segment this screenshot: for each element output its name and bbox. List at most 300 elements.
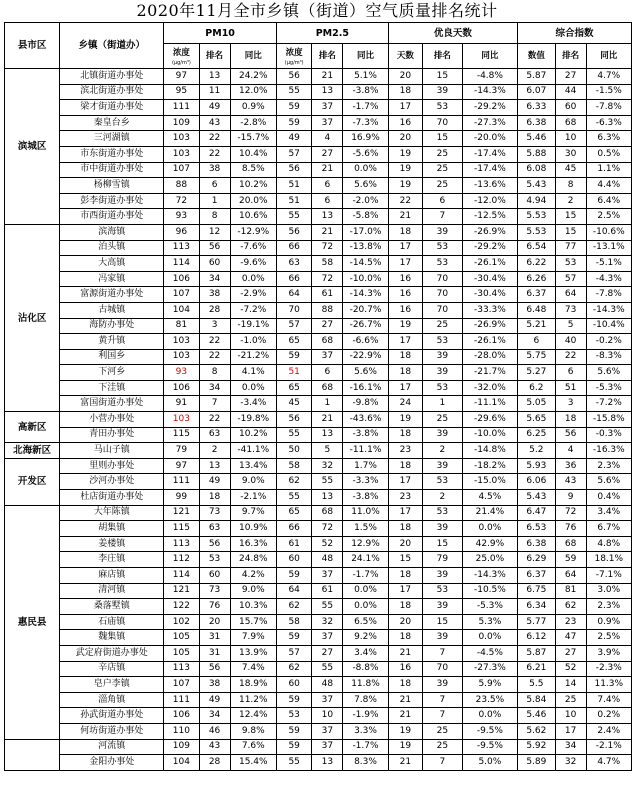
value-cell: 17: [388, 505, 422, 521]
header-pm10-yoy: 同比: [230, 44, 276, 69]
value-cell: 7.6%: [230, 739, 276, 755]
value-cell: 72: [164, 193, 199, 209]
value-cell: -27.3%: [462, 661, 517, 677]
value-cell: 37: [312, 349, 343, 365]
value-cell: 22: [199, 146, 230, 162]
air-quality-table: [4, 22, 632, 771]
value-cell: 5.87: [518, 69, 556, 85]
value-cell: 64: [277, 583, 312, 599]
value-cell: 0.9%: [586, 614, 631, 630]
value-cell: 5.84: [518, 692, 556, 708]
value-cell: 63: [277, 256, 312, 272]
value-cell: 5.53: [518, 209, 556, 225]
value-cell: 6.38: [518, 115, 556, 131]
table-row: [5, 380, 632, 396]
table-row: [5, 349, 632, 365]
value-cell: 49: [199, 692, 230, 708]
value-cell: 66: [277, 271, 312, 287]
value-cell: 7: [422, 209, 462, 225]
value-cell: 10: [555, 131, 586, 147]
value-cell: 59: [277, 100, 312, 116]
value-cell: -10.4%: [586, 318, 631, 334]
value-cell: 48: [312, 677, 343, 693]
value-cell: 97: [164, 458, 199, 474]
value-cell: -2.0%: [343, 193, 388, 209]
value-cell: 65: [277, 334, 312, 350]
table-row: [5, 162, 632, 178]
value-cell: 10.2%: [230, 427, 276, 443]
value-cell: 51: [555, 380, 586, 396]
value-cell: 28: [199, 302, 230, 318]
value-cell: 104: [164, 302, 199, 318]
value-cell: 56: [199, 536, 230, 552]
value-cell: 6.29: [518, 552, 556, 568]
value-cell: 6.07: [518, 84, 556, 100]
value-cell: -2.1%: [586, 739, 631, 755]
value-cell: -28.0%: [462, 349, 517, 365]
table-row: [5, 146, 632, 162]
value-cell: -13.1%: [586, 240, 631, 256]
value-cell: 53: [422, 100, 462, 116]
value-cell: 3: [555, 396, 586, 412]
value-cell: 6.3%: [586, 131, 631, 147]
table-row: [5, 318, 632, 334]
table-row: [5, 412, 632, 428]
value-cell: 16: [388, 115, 422, 131]
value-cell: 27: [312, 645, 343, 661]
value-cell: 57: [277, 318, 312, 334]
value-cell: 70: [422, 302, 462, 318]
value-cell: 34: [555, 739, 586, 755]
value-cell: 24.1%: [343, 552, 388, 568]
value-cell: 91: [164, 396, 199, 412]
value-cell: 53: [422, 474, 462, 490]
value-cell: 3.4%: [343, 645, 388, 661]
table-row: [5, 427, 632, 443]
table-row: [5, 209, 632, 225]
value-cell: 6: [312, 178, 343, 194]
value-cell: -15.0%: [462, 474, 517, 490]
value-cell: 6.25: [518, 427, 556, 443]
table-row: [5, 723, 632, 739]
value-cell: 5.43: [518, 178, 556, 194]
value-cell: 51: [277, 365, 312, 381]
value-cell: 21: [388, 755, 422, 771]
value-cell: -9.8%: [343, 396, 388, 412]
value-cell: 59: [277, 349, 312, 365]
value-cell: 64: [555, 287, 586, 303]
table-row: [5, 365, 632, 381]
value-cell: 121: [164, 583, 199, 599]
value-cell: -5.3%: [586, 380, 631, 396]
value-cell: 19: [388, 178, 422, 194]
value-cell: 39: [422, 568, 462, 584]
value-cell: 21: [388, 708, 422, 724]
value-cell: 57: [555, 271, 586, 287]
value-cell: 39: [422, 630, 462, 646]
value-cell: 8: [199, 209, 230, 225]
town-cell: 北镇街道办事处: [60, 69, 164, 85]
value-cell: 8.5%: [230, 162, 276, 178]
value-cell: 21: [388, 692, 422, 708]
value-cell: -3.8%: [343, 490, 388, 506]
value-cell: 19: [388, 146, 422, 162]
value-cell: -10.6%: [586, 224, 631, 240]
value-cell: 39: [422, 349, 462, 365]
value-cell: -12.5%: [462, 209, 517, 225]
value-cell: 6: [312, 365, 343, 381]
value-cell: 72: [555, 505, 586, 521]
header-pm25: PM2.5: [277, 23, 389, 44]
value-cell: 6.21: [518, 661, 556, 677]
value-cell: 32: [312, 614, 343, 630]
value-cell: 24.8%: [230, 552, 276, 568]
value-cell: 27: [312, 146, 343, 162]
table-row: [5, 115, 632, 131]
table-row: [5, 490, 632, 506]
value-cell: 6.33: [518, 100, 556, 116]
value-cell: 6.38: [518, 536, 556, 552]
value-cell: 22: [199, 349, 230, 365]
value-cell: 4.7%: [586, 755, 631, 771]
value-cell: 17: [388, 334, 422, 350]
value-cell: 15.4%: [230, 755, 276, 771]
value-cell: 7.4%: [230, 661, 276, 677]
value-cell: 64: [555, 568, 586, 584]
value-cell: 104: [164, 755, 199, 771]
value-cell: 14: [555, 677, 586, 693]
value-cell: 0.0%: [230, 380, 276, 396]
value-cell: 18: [388, 599, 422, 615]
value-cell: 25: [422, 318, 462, 334]
value-cell: 22: [555, 349, 586, 365]
value-cell: 6: [199, 178, 230, 194]
value-cell: 50: [277, 443, 312, 459]
table-row: [5, 661, 632, 677]
value-cell: -30.4%: [462, 271, 517, 287]
value-cell: 76: [555, 521, 586, 537]
table-row: [5, 708, 632, 724]
value-cell: 3.3%: [343, 723, 388, 739]
value-cell: 68: [312, 380, 343, 396]
value-cell: 65: [277, 380, 312, 396]
value-cell: -6.6%: [343, 334, 388, 350]
town-cell: 彭李街道办事处: [60, 193, 164, 209]
town-cell: 小营办事处: [60, 412, 164, 428]
header-value: 数值: [518, 44, 556, 69]
value-cell: -9.5%: [462, 739, 517, 755]
value-cell: 9.0%: [230, 583, 276, 599]
town-cell: 马山子镇: [60, 443, 164, 459]
value-cell: 65: [277, 505, 312, 521]
value-cell: -4.5%: [462, 645, 517, 661]
value-cell: 11.3%: [586, 677, 631, 693]
town-cell: 辛店镇: [60, 661, 164, 677]
value-cell: 19: [388, 162, 422, 178]
value-cell: 18: [388, 630, 422, 646]
value-cell: 22: [199, 131, 230, 147]
value-cell: 6.53: [518, 521, 556, 537]
value-cell: 70: [422, 661, 462, 677]
value-cell: 5.6%: [586, 365, 631, 381]
value-cell: 10: [555, 708, 586, 724]
value-cell: 7.9%: [230, 630, 276, 646]
value-cell: 115: [164, 427, 199, 443]
value-cell: 19: [388, 412, 422, 428]
value-cell: -16.3%: [586, 443, 631, 459]
value-cell: 15: [555, 209, 586, 225]
table-row: [5, 739, 632, 755]
town-cell: 滨海镇: [60, 224, 164, 240]
town-cell: 市中街道办事处: [60, 162, 164, 178]
value-cell: -20.7%: [343, 302, 388, 318]
value-cell: 103: [164, 131, 199, 147]
value-cell: 37: [312, 115, 343, 131]
value-cell: 2.3%: [586, 458, 631, 474]
town-cell: 市东街道办事处: [60, 146, 164, 162]
value-cell: -26.1%: [462, 256, 517, 272]
town-cell: 大年陈镇: [60, 505, 164, 521]
value-cell: 6: [518, 334, 556, 350]
value-cell: -8.8%: [343, 661, 388, 677]
county-cell: [5, 739, 60, 770]
value-cell: 10.3%: [230, 599, 276, 615]
table-row: [5, 224, 632, 240]
value-cell: 59: [277, 630, 312, 646]
county-cell: 北海新区: [5, 443, 60, 459]
value-cell: 0.0%: [462, 708, 517, 724]
value-cell: -30.4%: [462, 287, 517, 303]
value-cell: 5.05: [518, 396, 556, 412]
value-cell: 39: [422, 365, 462, 381]
value-cell: 62: [277, 661, 312, 677]
value-cell: 30: [555, 146, 586, 162]
value-cell: -29.2%: [462, 240, 517, 256]
value-cell: -1.9%: [343, 708, 388, 724]
value-cell: 106: [164, 708, 199, 724]
value-cell: 2: [199, 443, 230, 459]
value-cell: 25.0%: [462, 552, 517, 568]
value-cell: 56: [199, 240, 230, 256]
value-cell: 13.4%: [230, 458, 276, 474]
town-cell: 皂户李镇: [60, 677, 164, 693]
value-cell: 68: [555, 536, 586, 552]
value-cell: 6.2: [518, 380, 556, 396]
value-cell: 5.53: [518, 224, 556, 240]
value-cell: 0.0%: [343, 162, 388, 178]
value-cell: 58: [277, 458, 312, 474]
value-cell: 10.6%: [230, 209, 276, 225]
value-cell: -26.1%: [462, 334, 517, 350]
header-composite: 综合指数: [518, 23, 632, 44]
value-cell: -7.2%: [586, 396, 631, 412]
value-cell: 107: [164, 287, 199, 303]
value-cell: 21.4%: [462, 505, 517, 521]
value-cell: 38: [199, 287, 230, 303]
value-cell: 115: [164, 521, 199, 537]
value-cell: 6: [312, 193, 343, 209]
value-cell: 113: [164, 240, 199, 256]
value-cell: 58: [277, 614, 312, 630]
town-cell: 武定府街道办事处: [60, 645, 164, 661]
value-cell: -1.7%: [343, 739, 388, 755]
value-cell: -12.9%: [230, 224, 276, 240]
value-cell: -2.1%: [230, 490, 276, 506]
value-cell: 31: [199, 645, 230, 661]
value-cell: 53: [199, 552, 230, 568]
header-days-yoy: 同比: [462, 44, 517, 69]
value-cell: 9.8%: [230, 723, 276, 739]
value-cell: 122: [164, 599, 199, 615]
value-cell: 18: [388, 349, 422, 365]
value-cell: -21.2%: [230, 349, 276, 365]
value-cell: 81: [555, 583, 586, 599]
value-cell: -29.2%: [462, 100, 517, 116]
value-cell: 4.5%: [462, 490, 517, 506]
table-row: [5, 131, 632, 147]
value-cell: 66: [277, 240, 312, 256]
header-pm10-conc: 浓度 (μg/m³): [164, 44, 199, 69]
value-cell: 4.94: [518, 193, 556, 209]
value-cell: 106: [164, 380, 199, 396]
value-cell: -11.1%: [462, 396, 517, 412]
value-cell: 55: [312, 661, 343, 677]
value-cell: 6.47: [518, 505, 556, 521]
value-cell: 62: [555, 599, 586, 615]
value-cell: 113: [164, 536, 199, 552]
value-cell: 5.93: [518, 458, 556, 474]
value-cell: -4.8%: [462, 69, 517, 85]
value-cell: 16: [388, 661, 422, 677]
county-cell: 高新区: [5, 412, 60, 443]
value-cell: 11.2%: [230, 692, 276, 708]
value-cell: 21: [312, 412, 343, 428]
value-cell: 3.0%: [586, 583, 631, 599]
value-cell: -9.5%: [462, 723, 517, 739]
value-cell: 103: [164, 146, 199, 162]
value-cell: 93: [164, 209, 199, 225]
value-cell: 55: [277, 209, 312, 225]
value-cell: 47: [555, 630, 586, 646]
town-cell: 麻店镇: [60, 568, 164, 584]
value-cell: -1.7%: [343, 100, 388, 116]
value-cell: 39: [422, 677, 462, 693]
table-row: [5, 443, 632, 459]
value-cell: 25: [422, 146, 462, 162]
value-cell: 6: [422, 193, 462, 209]
value-cell: 25: [422, 723, 462, 739]
value-cell: -13.8%: [343, 240, 388, 256]
value-cell: 7.4%: [586, 692, 631, 708]
table-body: [5, 69, 632, 771]
value-cell: 25: [422, 412, 462, 428]
value-cell: 70: [422, 115, 462, 131]
value-cell: 111: [164, 100, 199, 116]
town-cell: 黄升镇: [60, 334, 164, 350]
value-cell: 7: [422, 708, 462, 724]
value-cell: 16: [388, 271, 422, 287]
value-cell: 56: [277, 224, 312, 240]
value-cell: 5.6%: [586, 474, 631, 490]
value-cell: 13.9%: [230, 645, 276, 661]
value-cell: 15: [422, 69, 462, 85]
value-cell: 19: [388, 739, 422, 755]
value-cell: 63: [199, 521, 230, 537]
value-cell: 21: [388, 209, 422, 225]
value-cell: 72: [312, 271, 343, 287]
value-cell: 5.46: [518, 708, 556, 724]
value-cell: 13: [312, 490, 343, 506]
value-cell: -1.5%: [586, 84, 631, 100]
value-cell: 95: [164, 84, 199, 100]
town-cell: 梁才街道办事处: [60, 100, 164, 116]
value-cell: 5.46: [518, 131, 556, 147]
value-cell: 20: [388, 614, 422, 630]
value-cell: -15.7%: [230, 131, 276, 147]
value-cell: -7.3%: [343, 115, 388, 131]
value-cell: 0.0%: [462, 630, 517, 646]
value-cell: 45: [555, 162, 586, 178]
value-cell: 53: [422, 334, 462, 350]
value-cell: 19: [388, 318, 422, 334]
value-cell: -7.8%: [586, 100, 631, 116]
value-cell: -19.1%: [230, 318, 276, 334]
value-cell: 15: [555, 224, 586, 240]
value-cell: -5.3%: [462, 599, 517, 615]
value-cell: 113: [164, 661, 199, 677]
value-cell: 5: [312, 443, 343, 459]
value-cell: 59: [277, 568, 312, 584]
value-cell: 97: [164, 69, 199, 85]
page-title: 2020年11月全市乡镇（街道）空气质量排名统计: [136, 1, 498, 20]
value-cell: -14.8%: [462, 443, 517, 459]
value-cell: -10.5%: [462, 583, 517, 599]
value-cell: 59: [277, 115, 312, 131]
value-cell: 79: [422, 552, 462, 568]
value-cell: 13: [312, 84, 343, 100]
town-cell: 下河乡: [60, 365, 164, 381]
value-cell: 59: [277, 692, 312, 708]
value-cell: 6.08: [518, 162, 556, 178]
value-cell: -7.8%: [586, 287, 631, 303]
value-cell: 9.0%: [230, 474, 276, 490]
value-cell: 5.87: [518, 645, 556, 661]
value-cell: 15: [422, 131, 462, 147]
value-cell: 114: [164, 256, 199, 272]
value-cell: 103: [164, 349, 199, 365]
value-cell: -43.6%: [343, 412, 388, 428]
town-cell: 里则办事处: [60, 458, 164, 474]
value-cell: 6.4%: [586, 193, 631, 209]
value-cell: 20: [388, 69, 422, 85]
value-cell: 0.5%: [586, 146, 631, 162]
value-cell: 13: [312, 427, 343, 443]
value-cell: 16: [388, 287, 422, 303]
value-cell: 55: [277, 427, 312, 443]
value-cell: 1.7%: [343, 458, 388, 474]
table-row: [5, 458, 632, 474]
table-row: [5, 396, 632, 412]
value-cell: 56: [555, 427, 586, 443]
value-cell: 5.89: [518, 755, 556, 771]
value-cell: 28: [199, 755, 230, 771]
town-cell: 海防办事处: [60, 318, 164, 334]
value-cell: -27.3%: [462, 115, 517, 131]
value-cell: 20: [388, 536, 422, 552]
value-cell: 2.5%: [586, 209, 631, 225]
value-cell: 111: [164, 474, 199, 490]
value-cell: -32.0%: [462, 380, 517, 396]
